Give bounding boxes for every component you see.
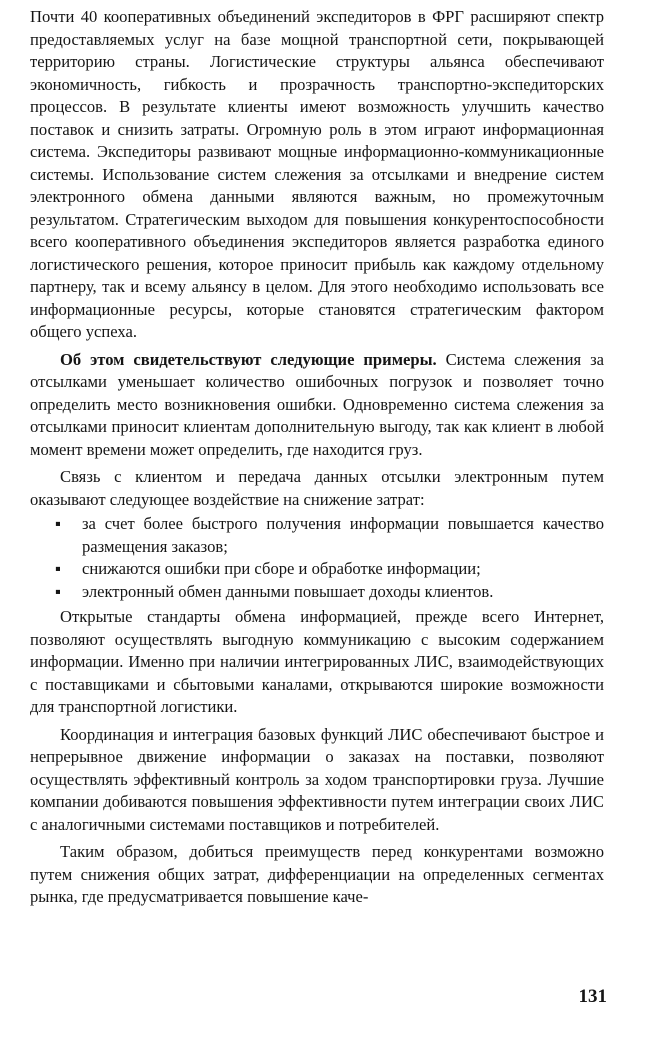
bullet-icon: ▪ (55, 559, 61, 578)
paragraph-4: Открытые стандарты обмена информацией, прежде всего Интернет, позволяют осуществлять выгодную коммуникацию с высоким содержанием информации. Именно при наличии интегрированных ЛИС, взаимодействующих с поставщиками и сбытовыми каналами, открываются широкие возможности для транспортной логистики. (30, 607, 604, 716)
list-item (30, 581, 604, 604)
list-item-text: электронный обмен данными повышает доходы клиентов. (82, 581, 494, 601)
book-page (30, 6, 604, 914)
paragraph-3: Связь с клиентом и передача данных отсылки электронным путем оказывают следующее воздействие на снижение затрат: (30, 467, 604, 509)
bullet-icon: ▪ (55, 514, 61, 533)
bullet-list (30, 513, 604, 603)
paragraph-2-lead: Об этом свидетельствуют следующие примеры. (60, 349, 437, 369)
list-item-text: за счет более быстрого получения информации повышается качество размещения заказов; (82, 514, 604, 556)
list-item (30, 558, 604, 581)
list-item-text: снижаются ошибки при сборе и обработке информации; (82, 559, 481, 578)
paragraph-1: Почти 40 кооперативных объединений экспедиторов в ФРГ расширяют спектр предоставляемых услуг на базе мощной транспортной сети, покрывающей территорию страны. Логистические структуры альянса обеспечивают экономичность, гибкость и прозрачность транспортно-экспедиторских процессов. В результате клиенты имеют возможность улучшить качество поставок и снизить затраты. Огромную роль в этом играют информационная система. Экспедиторы развивают мощные информационно-коммуникационные системы. Использование систем слежения за отсылками и внедрение систем электронного обмена данными являются важным, но промежуточным результатом. Стратегическим выходом для повышения конкурентоспособности всего кооперативного объединения экспедиторов является разработка единого логистического решения, которое приносит прибыль как каждому отдельному партнеру, так и всему альянсу в целом. Для этого необходимо использовать все информационные ресурсы, которые становятся стратегическим фактором общего успеха. (30, 7, 604, 341)
page-number: 131 (578, 986, 607, 1007)
paragraph-2 (30, 349, 604, 462)
list-item (30, 513, 604, 558)
paragraph-5: Координация и интеграция базовых функций ЛИС обеспечивают быстрое и непрерывное движение информации о заказах на поставки, позволяют осуществлять эффективный контроль за ходом транспортировки груза. Лучшие компании добиваются повышения эффективности путем интеграции своих ЛИС с аналогичными системами поставщиков и потребителей. (30, 724, 604, 834)
paragraph-2-text: Система слежения за отсылками уменьшает количество ошибочных погрузок и позволяет точно определить место возникновения ошибки. Одновременно система слежения за отсылками приносит клиентам дополнительную выгоду, так как клиент в любой момент времени может определить, где находится груз. (30, 349, 604, 459)
bullet-icon: ▪ (55, 581, 61, 601)
paragraph-6: Таким образом, добиться преимуществ перед конкурентами возможно путем снижения общих затрат, дифференциации на определенных сегментах рынка, где предусматривается повышение каче- (30, 842, 604, 906)
